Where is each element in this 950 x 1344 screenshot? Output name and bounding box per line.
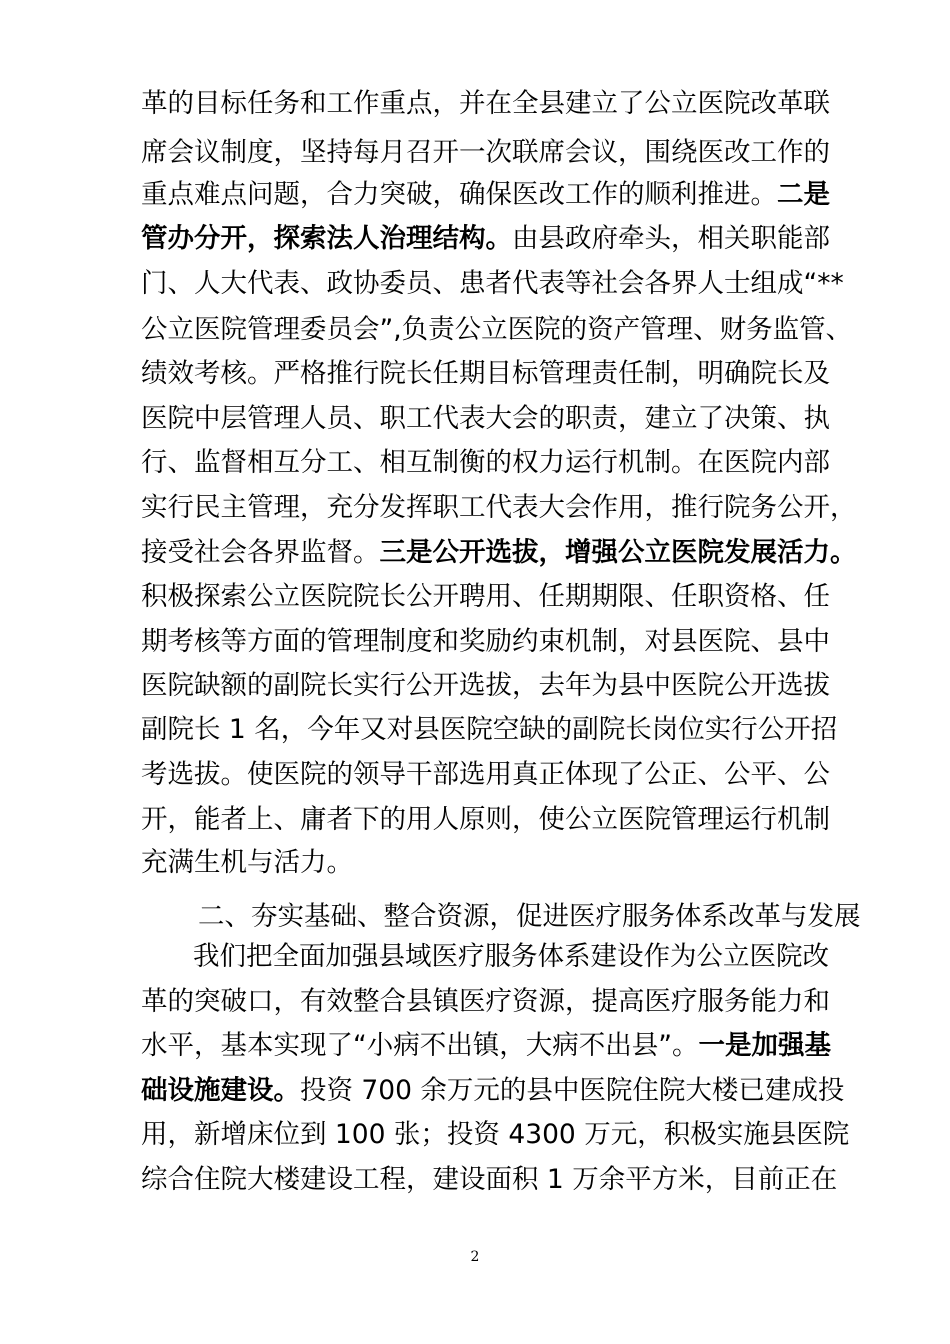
text-line	[141, 1070, 845, 1112]
bold-text-run: 管办分开，探索法人治理结构。	[141, 223, 512, 254]
text-run: 投资 700 余万元的县中医院住院大楼已建成投	[300, 1075, 845, 1106]
text-line	[141, 665, 830, 707]
text-run: 充满生机与活力。	[141, 847, 353, 878]
text-run: 行、监督相互分工、相互制衡的权力运行机制。在医院内部	[141, 447, 830, 478]
bold-text-run: 三是公开选拔，增强公立医院发展活力。	[379, 537, 857, 568]
text-line	[141, 1159, 838, 1201]
text-line	[141, 1025, 831, 1067]
text-run: 开，能者上、庸者下的用人原则，使公立医院管理运行机制	[141, 804, 830, 835]
text-run: 实行民主管理，充分发挥职工代表大会作用，推行院务公开，	[141, 492, 857, 523]
text-run: 革的目标任务和工作重点，并在全县建立了公立医院改革联	[141, 88, 830, 119]
text-line	[141, 218, 830, 260]
text-line	[141, 799, 830, 841]
bold-text-run: 二是	[777, 179, 830, 210]
text-run: 用，新增床位到 100 张；投资 4300 万元，积极实施县医院	[141, 1119, 850, 1150]
text-run: 席会议制度，坚持每月召开一次联席会议，围绕医改工作的	[141, 137, 830, 168]
text-run: 考选拔。使医院的领导干部选用真正体现了公正、公平、公	[141, 759, 830, 790]
text-line	[141, 442, 830, 484]
text-line	[141, 532, 857, 574]
text-run: 水平，基本实现了“小病不出镇，大病不出县”。	[141, 1030, 699, 1061]
text-run: 门、人大代表、政协委员、患者代表等社会各界人士组成“**	[141, 268, 844, 299]
text-run: 公立医院管理委员会”,负责公立医院的资产管理、财务监管、	[141, 314, 853, 345]
text-line	[141, 263, 844, 305]
page-number: 2	[470, 1249, 480, 1265]
text-run: 革的突破口，有效整合县镇医疗资源，提高医疗服务能力和	[141, 986, 830, 1017]
text-line	[141, 487, 857, 529]
text-run: 积极探索公立医院院长公开聘用、任期期限、任职资格、任	[141, 581, 830, 612]
text-run: 接受社会各界监督。	[141, 537, 380, 568]
text-line	[141, 842, 817, 884]
text-line	[141, 398, 830, 440]
text-line	[141, 353, 830, 395]
text-line	[141, 1114, 850, 1156]
text-line	[198, 896, 861, 938]
text-line	[141, 576, 830, 618]
text-run: 医院缺额的副院长实行公开选拔，去年为县中医院公开选拔	[141, 670, 830, 701]
text-run: 我们把全面加强县域医疗服务体系建设作为公立医院改	[193, 941, 829, 972]
text-line	[141, 83, 830, 125]
bold-text-run: 一是加强基	[698, 1030, 831, 1061]
text-run: 医院中层管理人员、职工代表大会的职责，建立了决策、执	[141, 403, 830, 434]
text-line	[141, 309, 853, 351]
text-line	[193, 936, 829, 978]
text-line	[141, 981, 830, 1023]
text-run: 重点难点问题，合力突破，确保医改工作的顺利推进。	[141, 179, 777, 210]
text-line	[141, 709, 838, 751]
text-run: 由县政府牵头，相关职能部	[512, 223, 830, 254]
text-run: 绩效考核。严格推行院长任期目标管理责任制，明确院长及	[141, 358, 830, 389]
bold-text-run: 础设施建设。	[141, 1075, 300, 1106]
text-run: 二、夯实基础、整合资源，促进医疗服务体系改革与发展	[198, 901, 861, 932]
text-line	[141, 132, 830, 174]
text-line	[141, 754, 830, 796]
text-line	[141, 621, 830, 663]
text-line	[141, 174, 830, 216]
text-run: 期考核等方面的管理制度和奖励约束机制，对县医院、县中	[141, 626, 830, 657]
text-run: 综合住院大楼建设工程，建设面积 1 万余平方米，目前正在	[141, 1164, 838, 1195]
text-run: 副院长 1 名，今年又对县医院空缺的副院长岗位实行公开招	[141, 714, 838, 745]
